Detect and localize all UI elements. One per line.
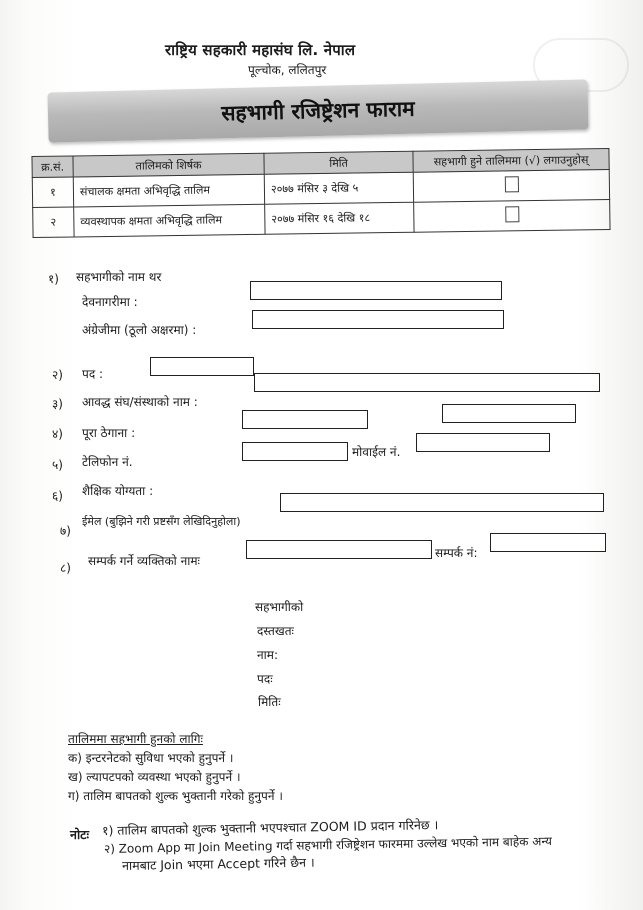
field-number: ६) (52, 489, 63, 503)
field-number: ४) (52, 427, 63, 441)
education-label: शैक्षिक योग्यता : (82, 484, 154, 498)
requirements-heading: तालिममा सहभागी हुनको लागिः (68, 732, 203, 746)
cell-title: संचालक क्षमता अभिवृद्धि तालिम (73, 174, 264, 207)
field-number: २) (52, 368, 63, 382)
address-field-1[interactable] (242, 410, 368, 429)
field-number: ५) (52, 458, 63, 472)
contact-number-label: सम्पर्क नं: (435, 546, 478, 560)
devanagari-label: देवनागरीमा : (82, 295, 138, 309)
cell-title: व्यवस्थापक क्षमता अभिवृद्धि तालिम (74, 204, 265, 237)
field-number: ३) (52, 397, 63, 411)
organization-label: आवद्ध संघ/संस्थाको नाम : (82, 395, 198, 409)
field-number: १) (48, 272, 59, 286)
address-label: पूरा ठेगाना : (82, 426, 136, 440)
sign-designation-label: पदः (257, 672, 273, 686)
designation-field[interactable] (150, 357, 254, 376)
col-header-select: सहभागी हुने तालिममा (√) लगाउनुहोस् (413, 148, 609, 172)
requirement-item: क) इन्टरनेटको सुविधा भएको हुनुपर्ने । (68, 751, 234, 765)
col-header-date: मिति (264, 151, 413, 174)
form-title: सहभागी रजिष्ट्रेशन फाराम (221, 96, 415, 126)
signature-label: दस्तखतः (257, 624, 294, 638)
requirements-block (68, 730, 283, 806)
field-number: ८) (60, 561, 71, 575)
name-devanagari-field[interactable] (250, 281, 502, 300)
cell-date: २०७७ मंसिर १६ देखि १८ (265, 202, 414, 234)
title-banner (47, 79, 588, 142)
sign-date-label: मितिः (258, 695, 281, 709)
note-line-2: २) Zoom App मा Join Meeting गर्दा सहभागी रजिष्ट्रेशन फारममा उल्लेख भएको नाम बाहेक अन्य (103, 834, 553, 856)
contact-number-field[interactable] (490, 533, 606, 552)
participant-name-label: सहभागीको नाम थर (76, 270, 162, 284)
telephone-label: टेलिफोन नं. (82, 455, 133, 469)
designation-label: पद : (82, 367, 104, 381)
course-table (31, 148, 610, 238)
signature-heading: सहभागीको (255, 600, 304, 614)
english-label: अंग्रेजीमा (ठूलो अक्षरमा) : (82, 323, 197, 337)
course-1-checkbox[interactable] (504, 176, 518, 192)
name-english-field[interactable] (252, 310, 504, 329)
note-line-3: नामबाट Join भएमा Accept गरिने छैन । (121, 854, 315, 873)
course-2-checkbox[interactable] (505, 206, 519, 222)
address-field-2[interactable] (442, 404, 576, 423)
cell-sn: २ (33, 207, 74, 238)
mobile-label: मोवाईल नं. (352, 445, 401, 459)
cell-date: २०७७ मंसिर ३ देखि ५ (264, 172, 413, 204)
mobile-field[interactable] (416, 433, 550, 452)
sign-name-label: नाम: (257, 648, 278, 662)
note-line-1: १) तालिम बापतको शुल्क भुक्तानी भएपश्चात ZOOM ID प्रदान गरिनेछ । (101, 817, 439, 838)
contact-person-field[interactable] (246, 540, 432, 559)
requirement-item: ग) तालिम बापतको शुल्क भुक्तानी गरेको हुनुपर्ने । (68, 789, 283, 803)
organization-field[interactable] (254, 373, 600, 392)
email-field[interactable] (280, 493, 604, 512)
contact-person-label: सम्पर्क गर्ने व्यक्तिको नामः (88, 554, 200, 568)
col-header-sn: क्र.सं. (32, 156, 73, 178)
email-label: ईमेल (बुझिने गरी प्रष्टसँग लेखिदिनुहोला) (82, 515, 241, 528)
org-address: पूल्चोक, ललितपुर (248, 63, 327, 77)
note-label: नोटः (70, 827, 90, 842)
telephone-field[interactable] (242, 442, 348, 461)
cell-sn: १ (32, 177, 73, 208)
org-name: राष्ट्रिय सहकारी महासंघ लि. नेपाल (165, 41, 356, 59)
field-number: ७) (60, 524, 71, 538)
requirement-item: ख) ल्यापटपको व्यवस्था भएको हुनुपर्ने । (68, 770, 241, 784)
col-header-title: तालिमको शिर्षक (73, 153, 264, 177)
